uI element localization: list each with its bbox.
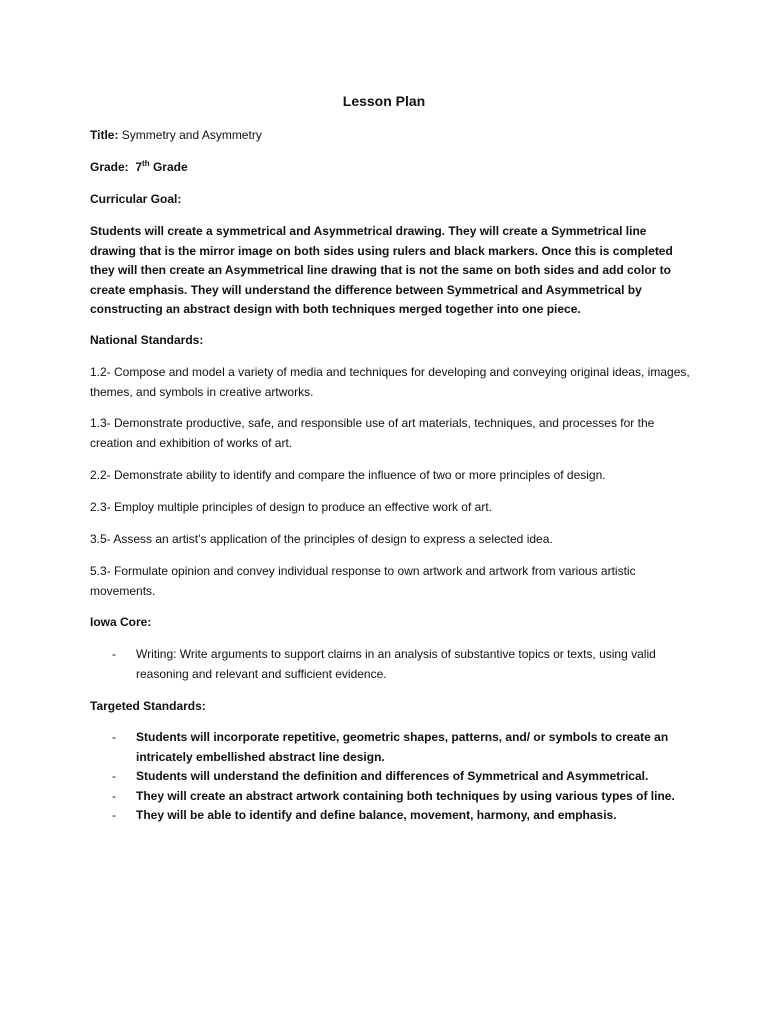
grade-label: Grade:	[90, 160, 129, 174]
dash-bullet: -	[112, 808, 116, 822]
list-item	[90, 787, 690, 807]
national-standard-5-3: 5.3- Formulate opinion and convey individual response to own artwork and artwork from various artistic movements.	[90, 564, 636, 598]
national-standard-2-2: 2.2- Demonstrate ability to identify and compare the influence of two or more principles of design.	[90, 468, 606, 482]
dash-bullet: -	[112, 788, 116, 803]
iowa-core-heading: Iowa Core:	[90, 615, 152, 629]
dash-bullet: -	[112, 647, 116, 661]
targeted-standard-text: They will create an abstract artwork containing both techniques by using various types of line.	[136, 788, 675, 803]
grade-number: 7	[135, 160, 143, 174]
targeted-standard-text: Students will understand the definition and differences of Symmetrical and Asymmetrical.	[136, 769, 649, 783]
curricular-goal-heading: Curricular Goal:	[90, 192, 182, 206]
targeted-standard-text: They will be able to identify and define balance, movement, harmony, and emphasis.	[136, 808, 617, 822]
dash-bullet: -	[112, 769, 116, 783]
national-standard-1-2: 1.2- Compose and model a variety of media and techniques for developing and conveying original ideas, images, themes, and symbols in creative artworks.	[90, 365, 690, 399]
targeted-standards-list	[90, 728, 690, 826]
targeted-standard-text: Students will incorporate repetitive, geometric shapes, patterns, and/ or symbols to create an intricately embellished abstract line design.	[136, 730, 669, 764]
national-standard-1-3: 1.3- Demonstrate productive, safe, and responsible use of art materials, techniques, and processes for the creation and exhibition of works of art.	[90, 416, 655, 450]
grade-line	[90, 158, 690, 178]
list-item	[90, 645, 690, 684]
dash-bullet: -	[112, 730, 116, 744]
national-standard-3-5: 3.5- Assess an artist’s application of the principles of design to express a selected idea.	[90, 532, 553, 546]
list-item	[90, 806, 690, 826]
list-item	[90, 728, 690, 767]
title-label: Title:	[90, 128, 119, 142]
title-line	[90, 126, 690, 146]
document-heading: Lesson Plan	[342, 93, 426, 109]
title-value: Symmetry and Asymmetry	[118, 128, 262, 142]
iowa-core-item-text: Writing: Write arguments to support claims in an analysis of substantive topics or texts, using valid reasoning and relevant and sufficient evidence.	[136, 647, 656, 681]
list-item	[90, 767, 690, 787]
national-standards-heading: National Standards:	[90, 333, 204, 347]
iowa-core-list	[90, 645, 690, 684]
targeted-standards-heading: Targeted Standards:	[90, 699, 206, 713]
curricular-goal-text: Students will create a symmetrical and Asymmetrical drawing. They will create a Symmetrical line drawing that is the mirror image on both sides using rulers and black markers. Once this is completed they will then create an Asymmetrical line drawing that is not the same on both sides and add color to create emphasis. They will understand the difference between Symmetrical and Asymmetrical by constructing an abstract design with both techniques merged together into one piece.	[90, 224, 673, 316]
national-standard-2-3: 2.3- Employ multiple principles of design to produce an effective work of art.	[90, 500, 492, 514]
grade-suffix: th	[142, 159, 150, 168]
grade-word: Grade	[152, 160, 188, 174]
